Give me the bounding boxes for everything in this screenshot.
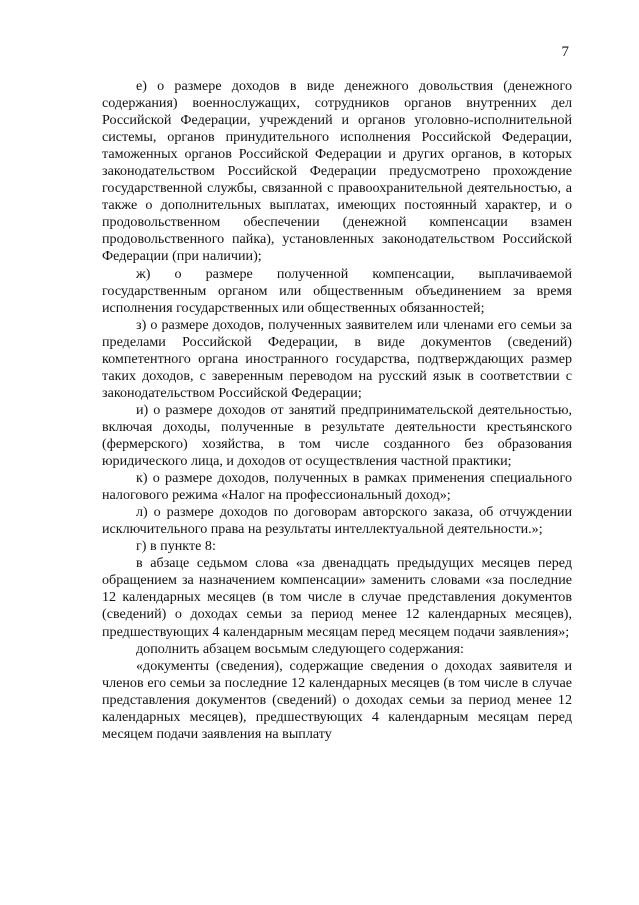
paragraph-k-professional-income-tax: к) о размере доходов, полученных в рамках применения специального налогового режима «Налог на профессиональный доход»;: [102, 470, 572, 504]
paragraph-zh-compensation: ж) о размере полученной компенсации, выплачиваемой государственным органом или общественным объединением за время исполнения государственных или общественных обязанностей;: [102, 265, 572, 316]
paragraph-income-documents: «документы (сведения), содержащие сведения о доходах заявителя и членов его семьи за последние 12 календарных месяцев (в том числе в случае представления документов (сведений) о доходах семьи за период менее 12 календарных месяцев), предшествующих 4 календарным месяцам перед месяцем подачи заявления на выплату: [102, 657, 572, 742]
paragraph-z-foreign-income: з) о размере доходов, полученных заявителем или членами его семьи за пределами Российской Федерации, в виде документов (сведений) компетентного органа иностранного государства, подтверждающих размер таких доходов, с заверенным переводом на русский язык в соответствии с законодательством Российской Федерации;: [102, 316, 572, 401]
page-number: 7: [561, 44, 569, 60]
paragraph-e-income-allowance: е) о размере доходов в виде денежного довольствия (денежного содержания) военнослужащих, сотрудников органов внутренних дел Российской Федерации, учреждений и органов уголовно-исполнительной системы, органов принудительного исполнения Российской Федерации, таможенных органов Российской Федерации и других органов, в которых законодательством Российской Федерации предусмотрено прохождение государственной службы, связанной с правоохранительной деятельностью, а также о дополнительных выплатах, имеющих постоянный характер, и о продовольственном обеспечении (денежной компенсации взамен продовольственного пайка), установленных законодательством Российской Федерации (при наличии);: [102, 78, 572, 265]
paragraph-g-point-8: г) в пункте 8:: [136, 538, 216, 555]
paragraph-add-eighth-subparagraph: дополнить абзацем восьмым следующего содержания:: [136, 640, 464, 657]
paragraph-l-author-contracts: л) о размере доходов по договорам авторского заказа, об отчуждении исключительного права на результаты интеллектуальной деятельности.»;: [102, 504, 572, 538]
document-body: [102, 78, 572, 743]
paragraph-seventh-subparagraph-amendment: в абзаце седьмом слова «за двенадцать предыдущих месяцев перед обращением за назначением компенсации» заменить словами «за последние 12 календарных месяцев (в том числе в случае представления документов (сведений) о доходах семьи за период менее 12 календарных месяцев), предшествующих 4 календарным месяцам перед месяцем подачи заявления»;: [102, 555, 572, 640]
paragraph-i-business-income: и) о размере доходов от занятий предпринимательской деятельностью, включая доходы, полученные в результате деятельности крестьянского (фермерского) хозяйства, в том числе созданного без образования юридического лица, и доходов от осуществления частной практики;: [102, 401, 572, 470]
